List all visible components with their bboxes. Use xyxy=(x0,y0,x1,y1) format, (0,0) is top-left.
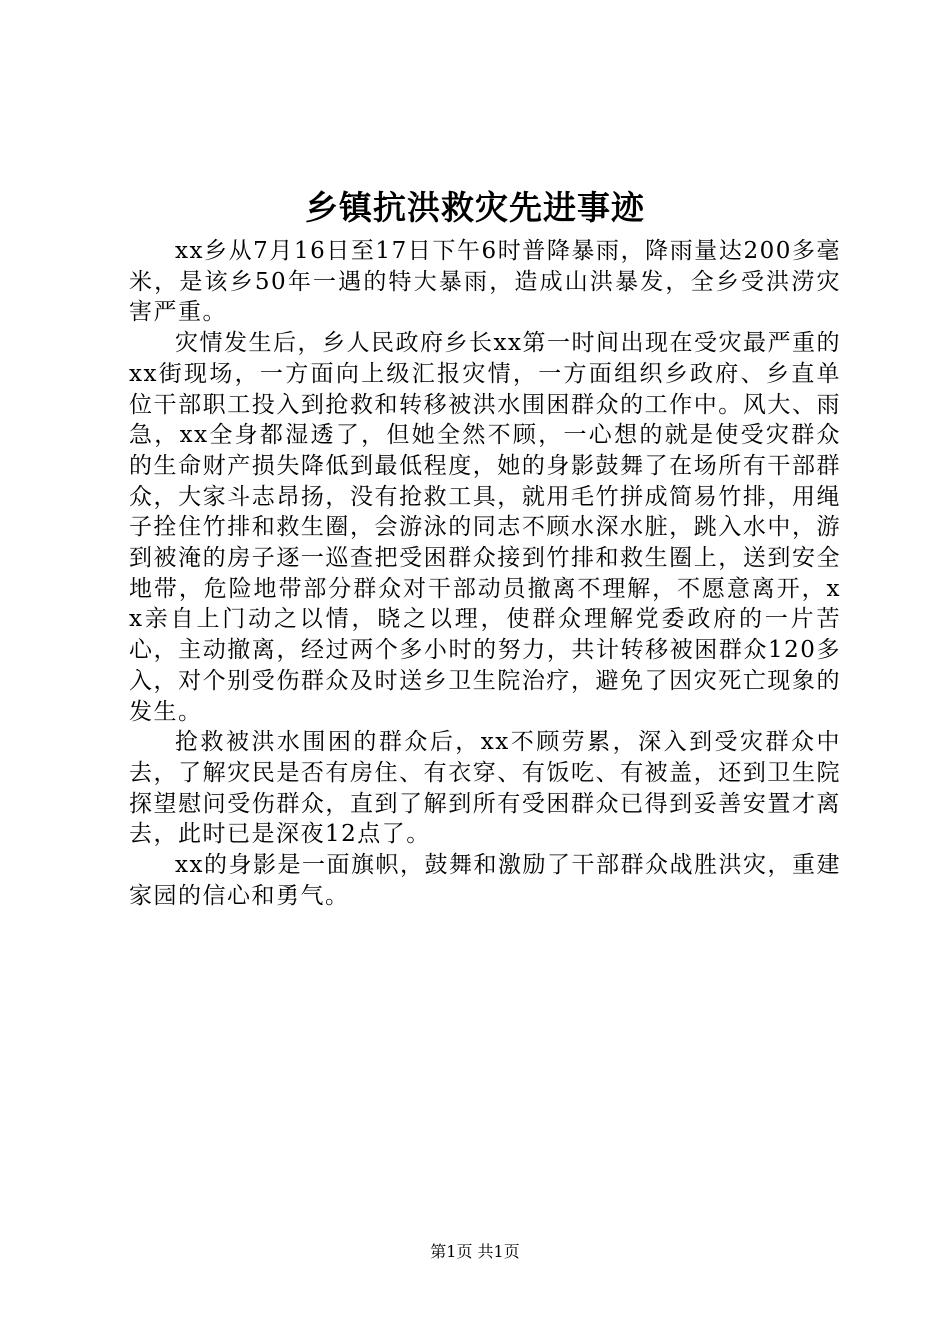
paragraph-3: 抢救被洪水围困的群众后，xx不顾劳累，深入到受灾群众中去，了解灾民是否有房住、有衣穿、有饭吃、有被盖，还到卫生院探望慰问受伤群众，直到了解到所有受困群众已得到妥善安置才离去，此时已是深夜12点了。 xyxy=(129,729,841,848)
paragraph-2: 灾情发生后，乡人民政府乡长xx第一时间出现在受灾最严重的xx街现场，一方面向上级汇报灾情，一方面组织乡政府、乡直单位干部职工投入到抢救和转移被洪水围困群众的工作中。风大、雨急，xx全身都湿透了，但她全然不顾，一心想的就是使受灾群众的生命财产损失降低到最低程度，她的身影鼓舞了在场所有干部群众，大家斗志昂扬，没有抢救工具，就用毛竹拼成简易竹排，用绳子拴住竹排和救生圈，会游泳的同志不顾水深水脏，跳入水中，游到被淹的房子逐一巡查把受困群众接到竹排和救生圈上，送到安全地带，危险地带部分群众对干部动员撤离不理解，不愿意离开，xx亲自上门动之以情，晓之以理，使群众理解党委政府的一片苦心，主动撤离，经过两个多小时的努力，共计转移被困群众120多入，对个别受伤群众及时送乡卫生院治疗，避免了因灾死亡现象的发生。 xyxy=(129,330,841,725)
page-number-footer: 第1页 共1页 xyxy=(430,1242,520,1261)
paragraph-4: xx的身影是一面旗帜，鼓舞和激励了干部群众战胜洪灾，重建家园的信心和勇气。 xyxy=(129,852,841,909)
document-body xyxy=(129,236,841,911)
paragraph-1: xx乡从7月16日至17日下午6时普降暴雨，降雨量达200多毫米，是该乡50年一遇的特大暴雨，造成山洪暴发，全乡受洪涝灾害严重。 xyxy=(129,238,841,326)
document-title: 乡镇抗洪救灾先进事迹 xyxy=(305,188,645,227)
